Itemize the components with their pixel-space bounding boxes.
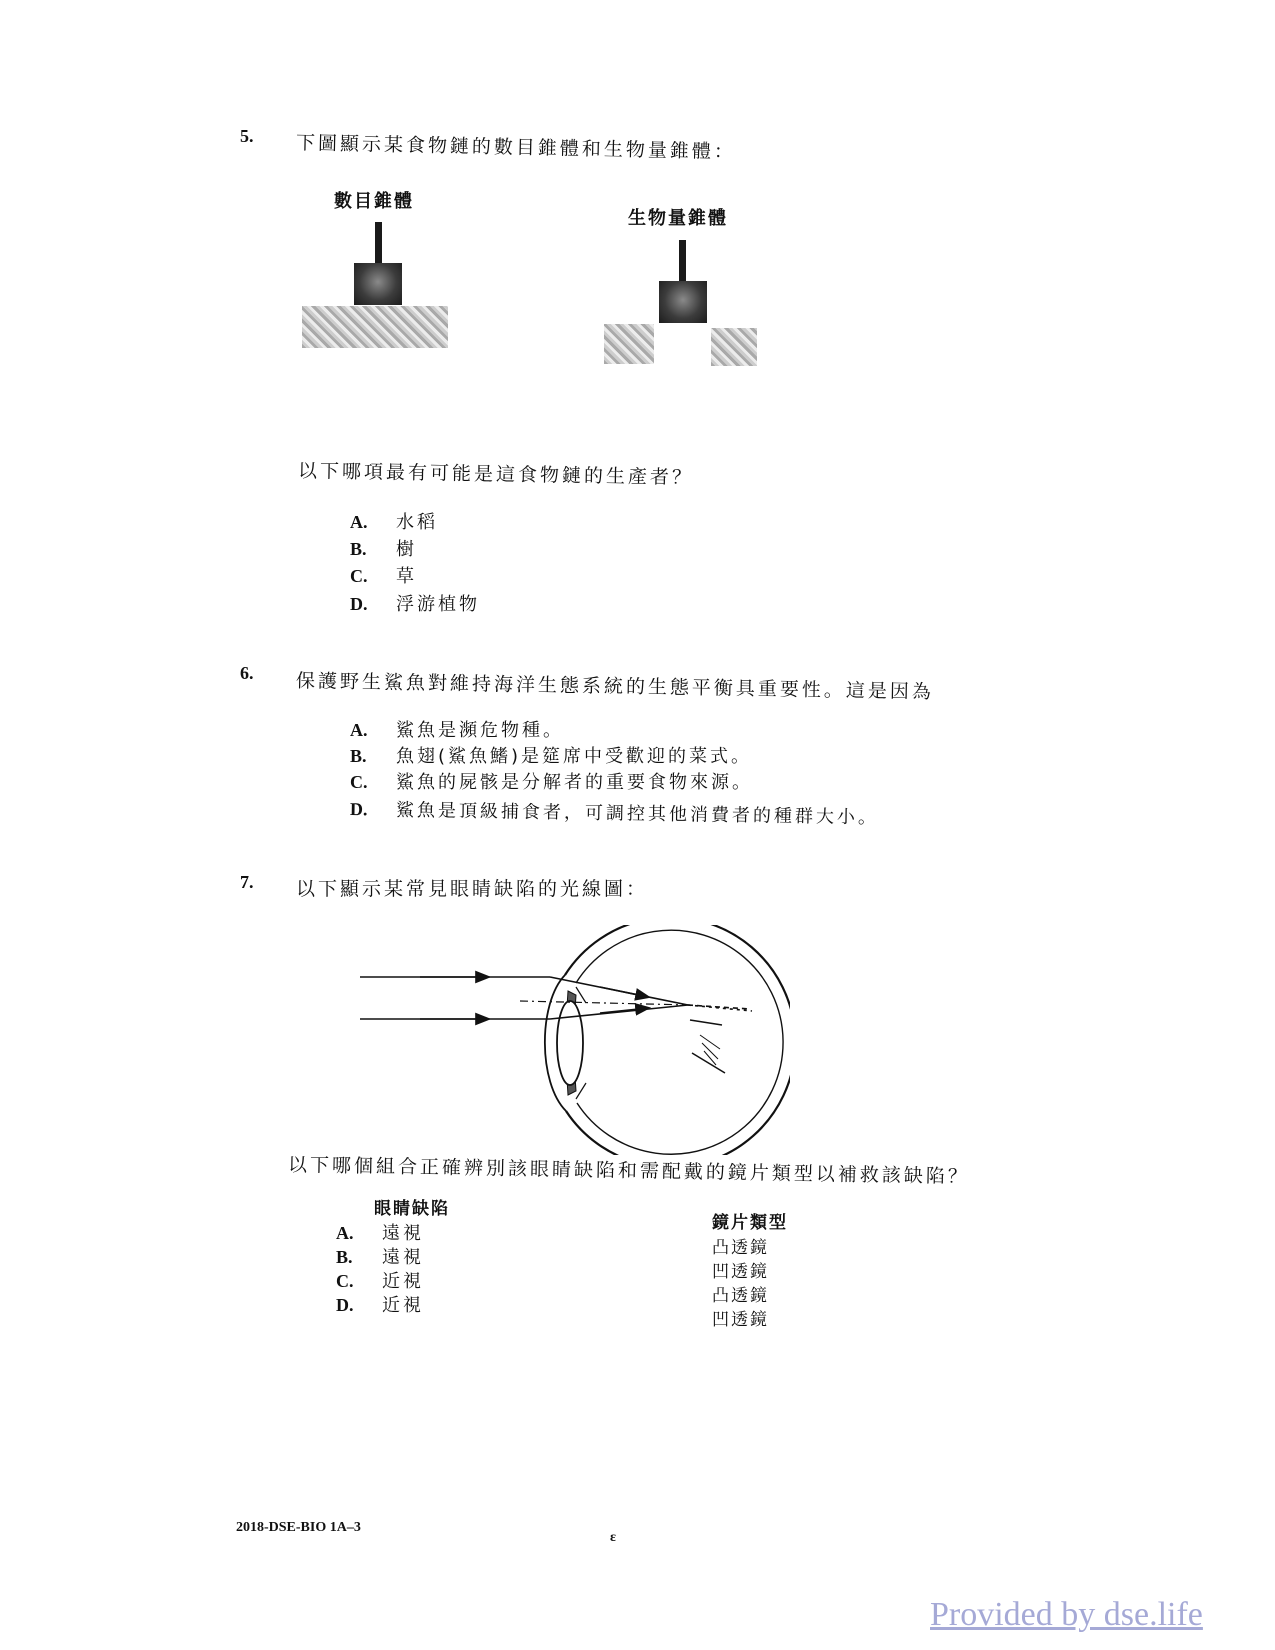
light-rays — [360, 977, 752, 1019]
biomass-pyramid-top-level — [679, 240, 686, 282]
q5-question: 以下哪項最有可能是這食物鏈的生產者？ — [297, 460, 695, 489]
q7-question: 以下哪個組合正確辨別該眼睛缺陷和需配戴的鏡片類型以補救該缺陷？ — [287, 1154, 971, 1188]
q6-option-b: B. 魚翅(鯊魚鰭)是筵席中受歡迎的菜式。 — [350, 746, 753, 767]
number-pyramid-top-level — [375, 222, 382, 264]
q7-col-defect-header: 眼睛缺陷 — [374, 1199, 450, 1219]
q6-option-d: D. 鯊魚是頂級捕食者，可調控其他消費者的種群大小。 — [349, 799, 880, 829]
optic-nerve — [690, 1020, 725, 1073]
biomass-pyramid-bottom-left — [604, 324, 654, 364]
q7-col-lens-header: 鏡片類型 — [712, 1213, 788, 1233]
number-pyramid-label: 數目錐體 — [334, 191, 414, 212]
page-footer-code: 2018-DSE-BIO 1A–3 — [236, 1520, 361, 1535]
q5-option-d: D. 浮游植物 — [350, 594, 480, 615]
q7-number: 7. — [240, 872, 254, 892]
q5-option-b: B. 樹 — [350, 539, 417, 560]
q5-option-c: C. 草 — [350, 566, 417, 587]
lens — [557, 1001, 583, 1085]
number-pyramid-middle-level — [354, 263, 402, 305]
q7-text: 以下顯示某常見眼睛缺陷的光線圖： — [296, 878, 649, 900]
number-pyramid-bottom-level — [302, 306, 448, 348]
q6-option-c: C. 鯊魚的屍骸是分解者的重要食物來源。 — [350, 772, 753, 793]
biomass-pyramid-label: 生物量錐體 — [628, 208, 728, 229]
q5-number: 5. — [240, 126, 254, 146]
q6-number: 6. — [240, 663, 254, 683]
q6-option-a: A. 鯊魚是瀕危物種。 — [350, 720, 564, 741]
eye-ray-diagram — [360, 925, 790, 1155]
optical-axis — [520, 1001, 690, 1005]
provider-watermark-link[interactable]: Provided by dse.life — [930, 1596, 1203, 1633]
biomass-pyramid-bottom-right — [711, 328, 757, 366]
biomass-pyramid-middle-level — [659, 281, 707, 323]
q6-text: 保護野生鯊魚對維持海洋生態系統的生態平衡具重要性。這是因為 — [295, 670, 935, 704]
page-footer-mark: ε — [610, 1530, 616, 1545]
eyeball-outline — [565, 925, 790, 1155]
q5-text: 下圖顯示某食物鏈的數目錐體和生物量錐體： — [295, 132, 737, 164]
q5-option-a: A. 水稻 — [350, 512, 438, 533]
